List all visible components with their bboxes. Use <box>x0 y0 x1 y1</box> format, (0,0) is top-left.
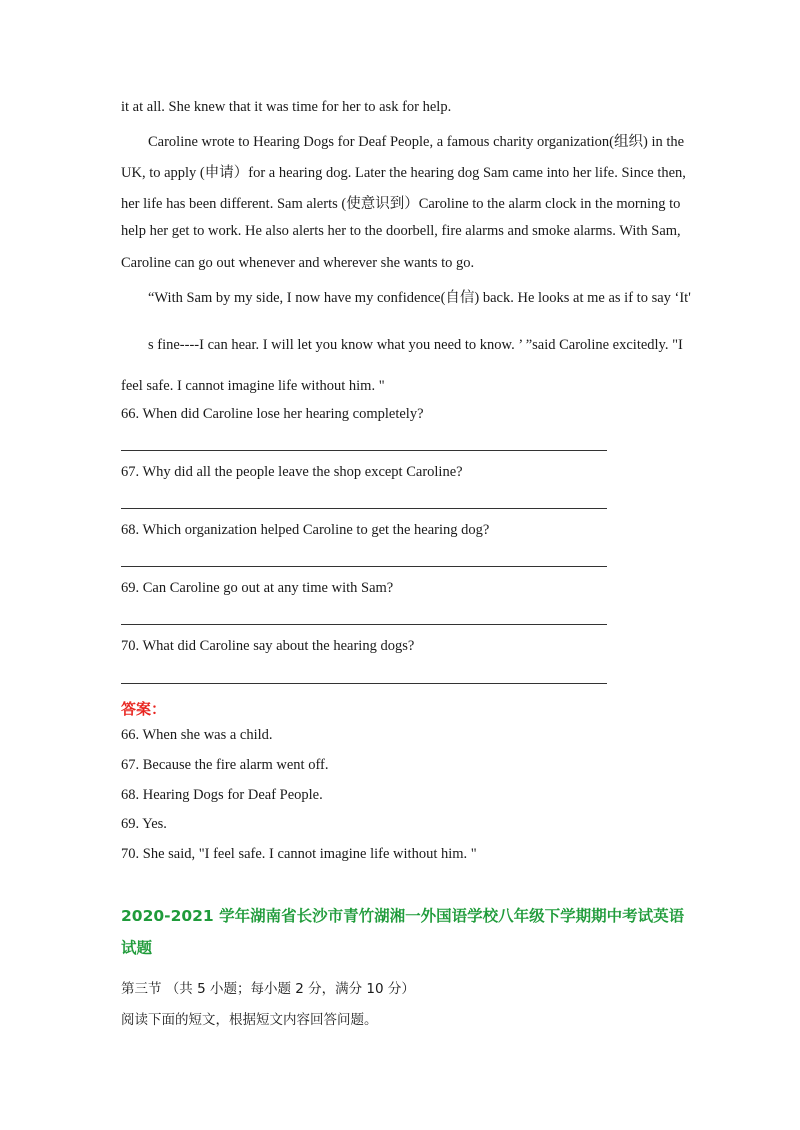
question-70: 70. What did Caroline say about the hearing dogs? <box>121 638 415 654</box>
question-67: 67. Why did all the people leave the shop except Caroline? <box>121 464 463 480</box>
passage-line: it at all. She knew that it was time for her to ask for help. <box>121 99 452 115</box>
section-title-line1: 2020-2021 学年湖南省长沙市青竹湖湘一外国语学校八年级下学期期中考试英语 <box>121 907 685 925</box>
answer-item: 66. When she was a child. <box>121 727 273 743</box>
passage-line: s fine----I can hear. I will let you know what you need to know. ’ ”said Caroline excitedly. "I <box>148 337 683 353</box>
passage-line: “With Sam by my side, I now have my confidence(自信) back. He looks at me as if to say ‘It' <box>148 290 691 306</box>
answer-item: 69. Yes. <box>121 816 167 832</box>
question-69: 69. Can Caroline go out at any time with Sam? <box>121 580 394 596</box>
passage-line: feel safe. I cannot imagine life without him. " <box>121 378 385 394</box>
answer-line-68[interactable] <box>121 566 607 567</box>
answer-line-66[interactable] <box>121 450 607 451</box>
passage-line: her life has been different. Sam alerts (使意识到）Caroline to the alarm clock in the morning to <box>121 196 681 212</box>
answer-heading: 答案： <box>121 700 167 718</box>
answer-line-70[interactable] <box>121 683 607 684</box>
section-title-line2: 试题 <box>121 939 153 957</box>
answer-item: 68. Hearing Dogs for Deaf People. <box>121 787 323 803</box>
answer-item: 67. Because the fire alarm went off. <box>121 757 329 773</box>
section-label: 第三节 （共 5 小题；每小题 2 分，满分 10 分） <box>121 981 415 997</box>
passage-line: help her get to work. He also alerts her to the doorbell, fire alarms and smoke alarms. With Sam, <box>121 223 681 239</box>
passage-line: UK, to apply (申请）for a hearing dog. Later the hearing dog Sam came into her life. Since then, <box>121 165 686 181</box>
answer-item: 70. She said, "I feel safe. I cannot imagine life without him. " <box>121 846 477 862</box>
answer-line-69[interactable] <box>121 624 607 625</box>
passage-line: Caroline can go out whenever and wherever she wants to go. <box>121 255 475 271</box>
section-instruction: 阅读下面的短文，根据短文内容回答问题。 <box>121 1012 378 1028</box>
passage-line: Caroline wrote to Hearing Dogs for Deaf People, a famous charity organization(组织) in the <box>148 134 685 150</box>
answer-line-67[interactable] <box>121 508 607 509</box>
question-68: 68. Which organization helped Caroline to get the hearing dog? <box>121 522 490 538</box>
question-66: 66. When did Caroline lose her hearing completely? <box>121 406 424 422</box>
